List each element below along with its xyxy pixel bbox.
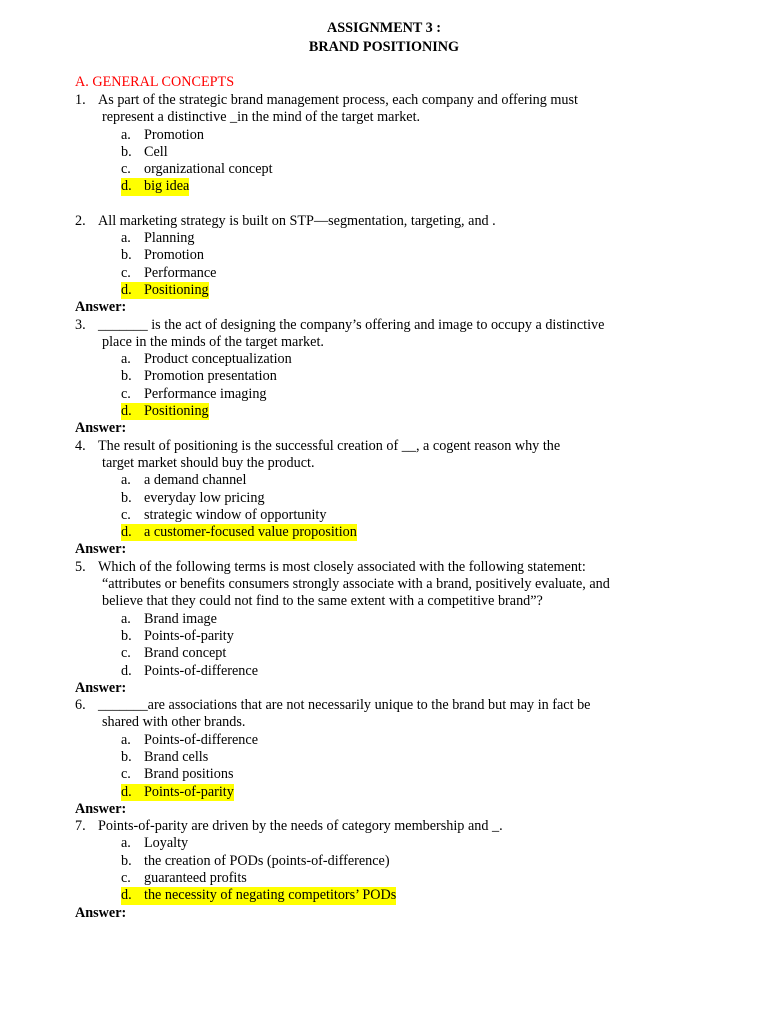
question-text <box>98 714 675 731</box>
question-number: 1. <box>75 92 86 108</box>
question-line: _______ is the act of designing the company’s offering and image to occupy a distinctive <box>98 316 605 333</box>
question-line: All marketing strategy is built on STP—segmentation, targeting, and . <box>98 212 496 229</box>
option-letter: d. <box>121 282 144 299</box>
answer-option <box>121 265 675 282</box>
question-list <box>75 92 675 922</box>
question-text <box>98 455 675 472</box>
question-text <box>98 213 675 230</box>
answer-option <box>121 611 675 628</box>
option-text: Brand cells <box>144 748 209 765</box>
question-text <box>98 334 675 351</box>
section-heading: A. GENERAL CONCEPTS <box>75 74 235 90</box>
answer-option <box>121 368 675 385</box>
question-line: The result of positioning is the successful creation of __, a cogent reason why the <box>98 437 561 454</box>
answer-option <box>121 524 675 541</box>
option-letter: d. <box>121 662 132 679</box>
question-text <box>98 317 675 334</box>
question-text <box>98 438 675 455</box>
option-letter: a. <box>121 610 131 627</box>
option-letter: b. <box>121 247 132 264</box>
option-letter: b. <box>121 852 132 869</box>
question-line: place in the minds of the target market. <box>102 333 324 350</box>
question-stem <box>75 697 675 714</box>
option-letter: c. <box>121 645 131 662</box>
question-continuation <box>75 576 675 593</box>
question-stem <box>75 559 675 576</box>
indent-spacer <box>75 576 98 593</box>
answer-option <box>121 230 675 247</box>
answer-option <box>121 628 675 645</box>
question-number: 5. <box>75 558 86 575</box>
answer-option <box>121 732 675 749</box>
option-text: Promotion <box>144 126 204 143</box>
option-text: a demand channel <box>144 472 247 489</box>
answer-option <box>121 472 675 489</box>
question-text <box>98 593 675 610</box>
question-number: 7. <box>75 818 86 835</box>
option-text: the creation of PODs (points-of-difference) <box>144 852 390 869</box>
answer-option <box>121 386 675 403</box>
option-text: Points-of-difference <box>144 731 258 748</box>
question-line: Which of the following terms is most closely associated with the following statement: <box>98 558 586 575</box>
option-text: Cell <box>144 143 168 160</box>
option-letter: a. <box>121 351 131 368</box>
question-line: believe that they could not find to the same extent with a competitive brand”? <box>102 593 543 610</box>
option-letter: b. <box>121 748 132 765</box>
option-text: big idea <box>144 178 190 195</box>
option-text: Positioning <box>144 403 209 420</box>
question-text <box>98 559 675 576</box>
option-text: a customer-focused value proposition <box>144 524 357 541</box>
option-letter: a. <box>121 835 131 852</box>
option-text: strategic window of opportunity <box>144 506 327 523</box>
option-letter: b. <box>121 489 132 506</box>
question-text <box>98 92 675 109</box>
question-line: shared with other brands. <box>102 714 246 731</box>
question-continuation <box>75 714 675 731</box>
answer-option <box>121 766 675 783</box>
answer-label: Answer: <box>75 420 127 437</box>
question-stem <box>75 438 675 455</box>
question-stem <box>75 317 675 334</box>
option-text: Promotion presentation <box>144 368 277 385</box>
answer-option <box>121 784 675 801</box>
option-text: the necessity of negating competitors’ PODs <box>144 887 397 904</box>
answer-option <box>121 144 675 161</box>
question-continuation <box>75 334 675 351</box>
question-7 <box>75 818 675 922</box>
option-text: Points-of-parity <box>144 783 234 800</box>
answer-option <box>121 645 675 662</box>
document-title-line2: BRAND POSITIONING <box>308 39 460 55</box>
option-text: Points-of-difference <box>144 662 258 679</box>
answer-option <box>121 282 675 299</box>
question-number: 3. <box>75 316 86 333</box>
question-continuation <box>75 593 675 610</box>
option-letter: c. <box>121 264 131 281</box>
document-title-line1: ASSIGNMENT 3 : <box>326 20 442 36</box>
answer-option <box>121 490 675 507</box>
option-text: Loyalty <box>144 835 189 852</box>
answer-option <box>121 127 675 144</box>
question-4 <box>75 438 675 559</box>
option-letter: c. <box>121 766 131 783</box>
answer-label: Answer: <box>75 904 127 921</box>
question-stem <box>75 818 675 835</box>
option-letter: a. <box>121 472 131 489</box>
question-text <box>98 109 675 126</box>
option-text: Performance <box>144 264 217 281</box>
option-text: everyday low pricing <box>144 489 265 506</box>
question-5 <box>75 559 675 697</box>
question-line: Points-of-parity are driven by the needs of category membership and _. <box>98 818 503 835</box>
answer-option <box>121 507 675 524</box>
question-text <box>98 576 675 593</box>
answer-label: Answer: <box>75 541 127 558</box>
option-letter: c. <box>121 385 131 402</box>
answer-label: Answer: <box>75 679 127 696</box>
answer-label: Answer: <box>75 299 127 316</box>
option-text: guaranteed profits <box>144 870 247 887</box>
answer-option <box>121 835 675 852</box>
option-letter: d. <box>121 403 144 420</box>
question-6 <box>75 697 675 818</box>
option-text: Brand concept <box>144 645 227 662</box>
answer-option <box>121 749 675 766</box>
indent-spacer <box>75 455 98 472</box>
answer-option <box>121 853 675 870</box>
question-1 <box>75 92 675 213</box>
option-text: Positioning <box>144 281 209 298</box>
answer-option <box>121 663 675 680</box>
option-letter: d. <box>121 887 144 904</box>
indent-spacer <box>75 109 98 126</box>
option-text: Planning <box>144 230 195 247</box>
indent-spacer <box>75 334 98 351</box>
answer-option <box>121 247 675 264</box>
answer-option <box>121 403 675 420</box>
question-text <box>98 818 675 835</box>
question-continuation <box>75 455 675 472</box>
option-text: Performance imaging <box>144 385 267 402</box>
option-letter: d. <box>121 178 144 195</box>
option-letter: a. <box>121 126 131 143</box>
option-text: Promotion <box>144 247 204 264</box>
answer-option <box>121 351 675 368</box>
answer-option <box>121 887 675 904</box>
option-letter: a. <box>121 731 131 748</box>
question-2 <box>75 213 675 317</box>
option-text: Product conceptualization <box>144 351 292 368</box>
option-letter: c. <box>121 161 131 178</box>
option-letter: d. <box>121 524 144 541</box>
option-letter: b. <box>121 143 132 160</box>
option-letter: c. <box>121 870 131 887</box>
question-stem <box>75 92 675 109</box>
option-text: Points-of-parity <box>144 627 234 644</box>
answer-option <box>121 870 675 887</box>
indent-spacer <box>75 714 98 731</box>
question-text <box>98 697 675 714</box>
option-text: Brand positions <box>144 766 234 783</box>
option-letter: d. <box>121 784 144 801</box>
option-text: organizational concept <box>144 161 273 178</box>
answer-option <box>121 161 675 178</box>
option-letter: b. <box>121 627 132 644</box>
answer-label: Answer: <box>75 800 127 817</box>
question-line: target market should buy the product. <box>102 454 315 471</box>
question-number: 2. <box>75 212 86 229</box>
blank-spacer <box>75 196 675 213</box>
question-number: 6. <box>75 697 86 714</box>
question-line: represent a distinctive _in the mind of the target market. <box>102 109 421 126</box>
question-line: “attributes or benefits consumers strongly associate with a brand, positively evaluate, and <box>102 576 610 593</box>
option-letter: c. <box>121 506 131 523</box>
option-letter: b. <box>121 368 132 385</box>
question-continuation <box>75 109 675 126</box>
option-text: Brand image <box>144 610 217 627</box>
question-stem <box>75 213 675 230</box>
question-3 <box>75 317 675 438</box>
question-line: As part of the strategic brand management process, each company and offering must <box>98 92 578 108</box>
option-letter: a. <box>121 230 131 247</box>
question-number: 4. <box>75 437 86 454</box>
answer-option <box>121 178 675 195</box>
question-line: _______are associations that are not necessarily unique to the brand but may in fact be <box>98 697 591 714</box>
indent-spacer <box>75 593 98 610</box>
